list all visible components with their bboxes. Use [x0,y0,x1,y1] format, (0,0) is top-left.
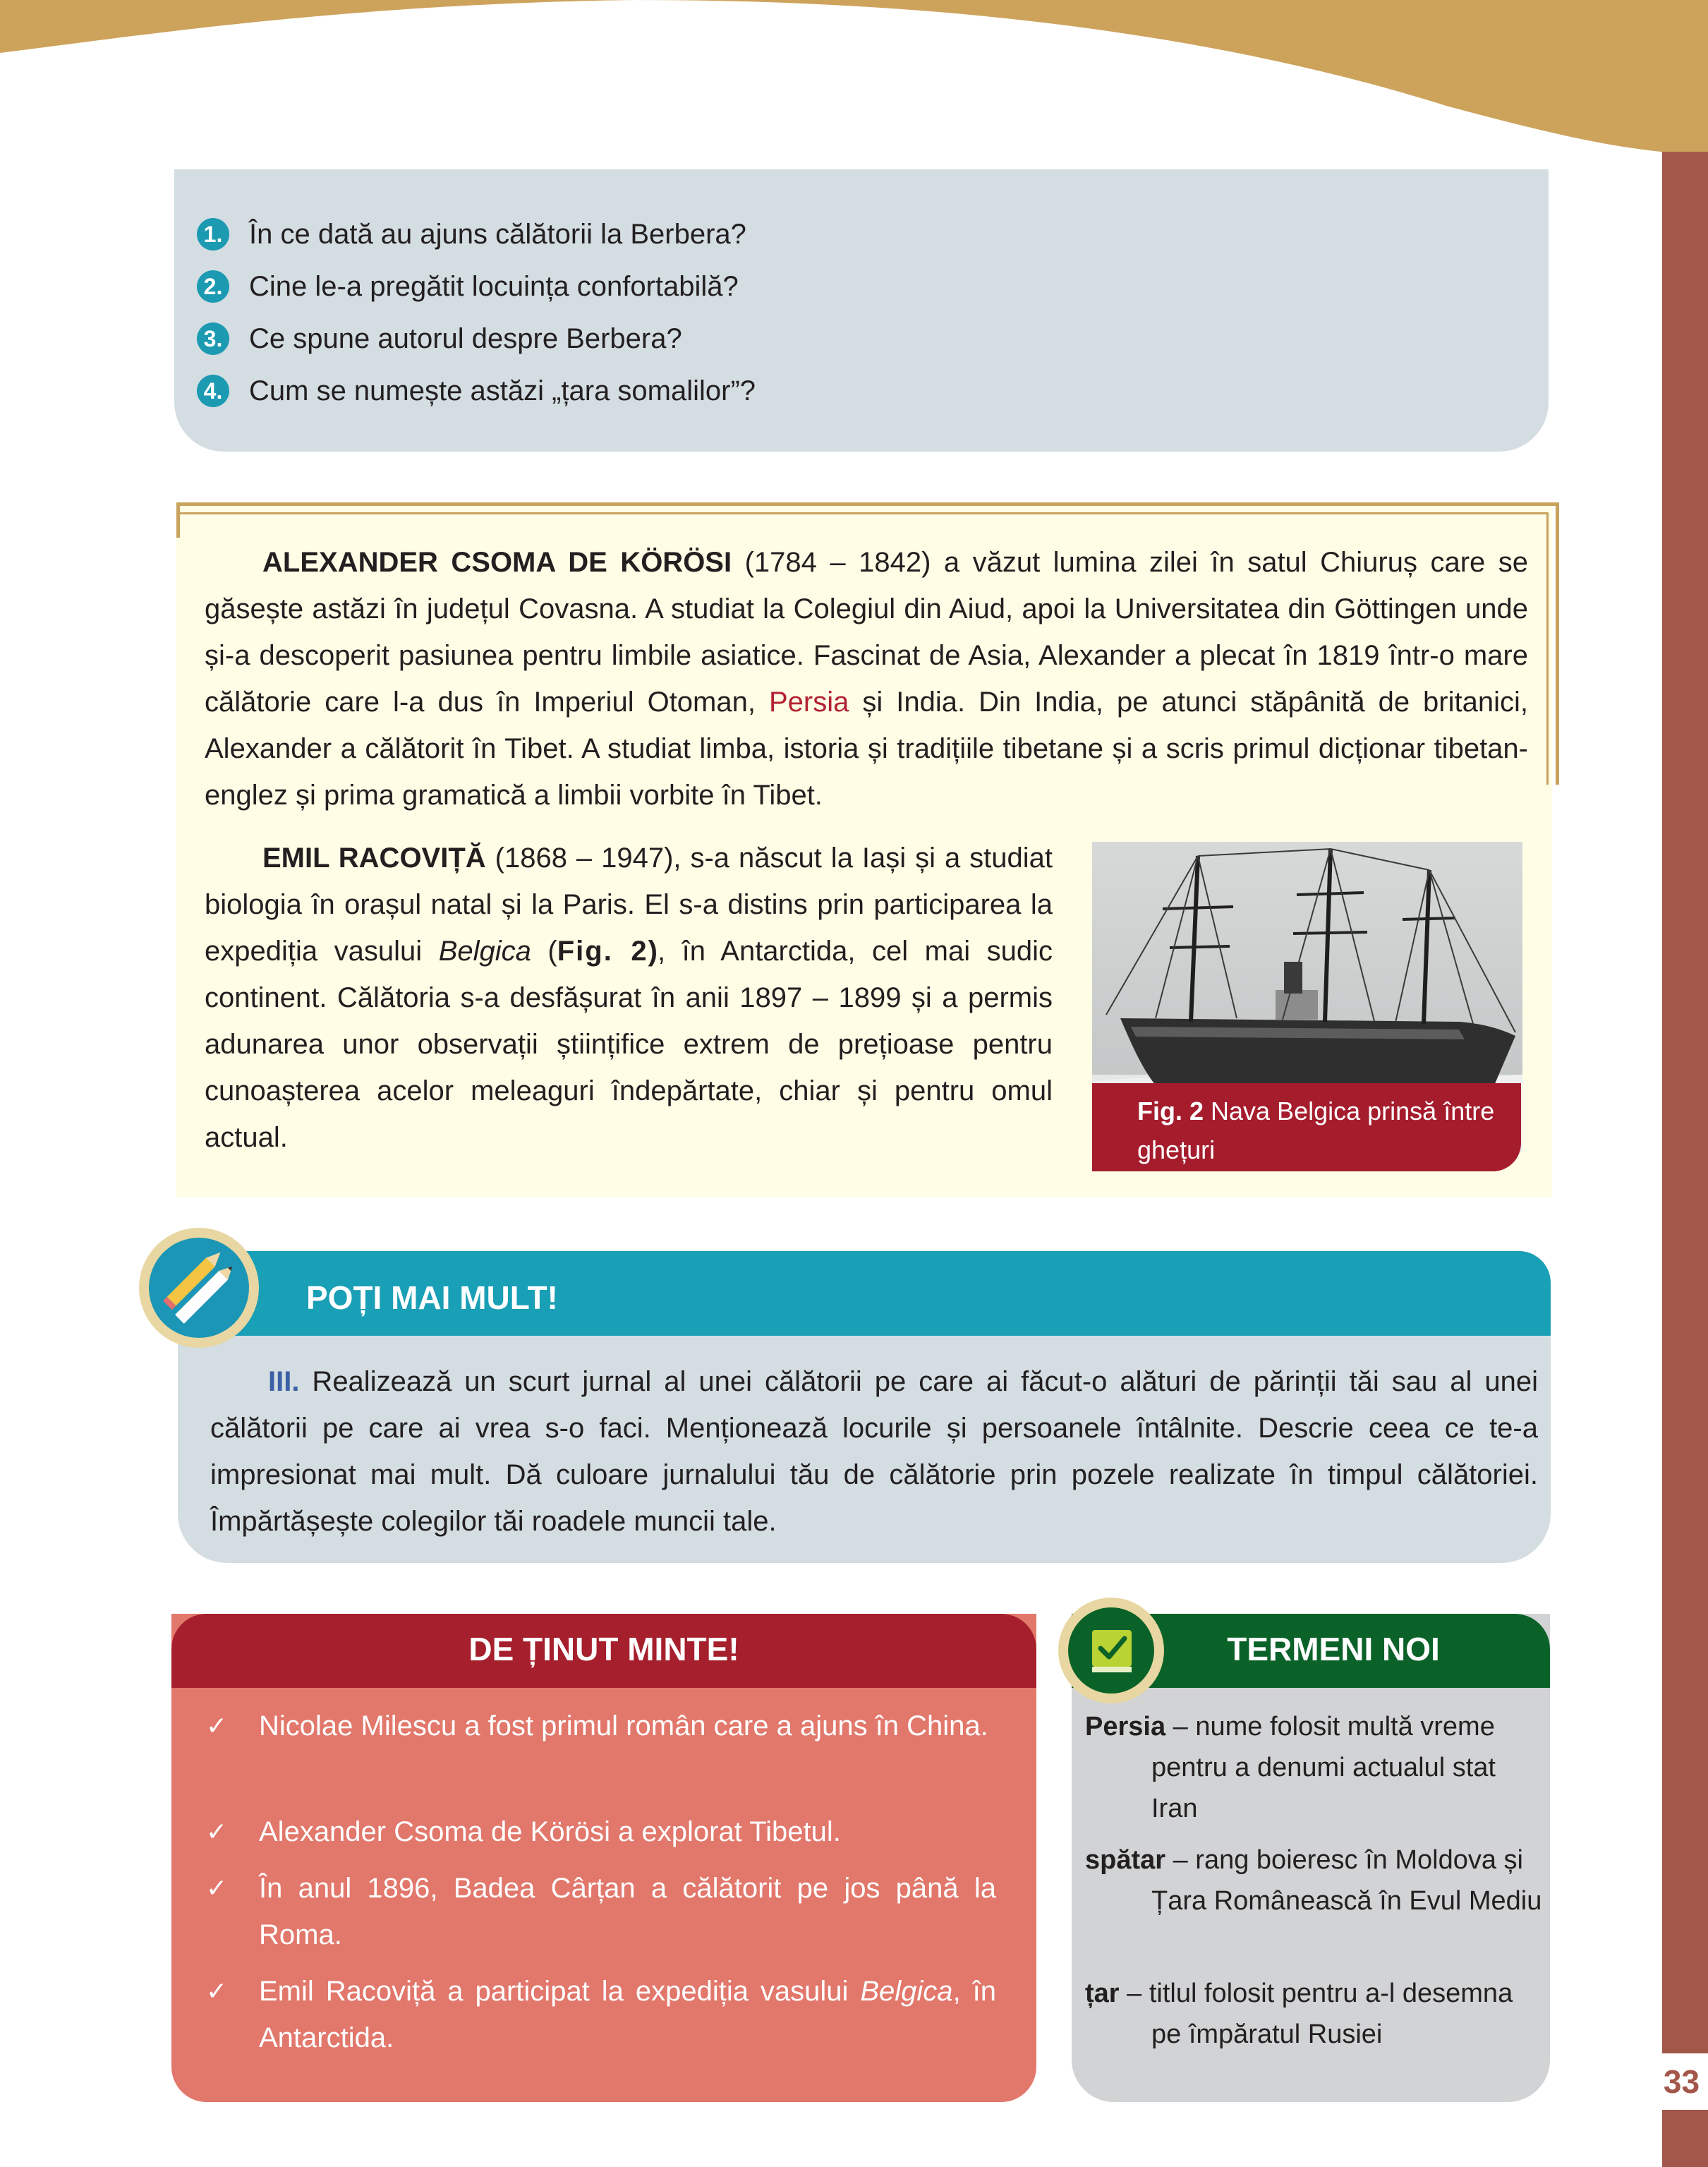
biography-paragraph-racovita [205,835,1053,1161]
question-number-badge: 1. [197,218,229,250]
glossary-term-link[interactable]: Persia [768,687,849,718]
question-text: În ce dată au ajuns călătorii la Berbera? [249,218,746,250]
glossary-definition: – rang boieresc în Moldova și Țara Românească în Evul Mediu [1151,1845,1542,1916]
top-decorative-wave [0,0,1708,169]
figure-reference: Fig. 2 [557,936,648,967]
person-name: EMIL RACOVIȚĂ [262,843,486,874]
page-number: 33 [1663,2063,1700,2100]
remember-item-part: , în Antarctida. [259,1976,996,2053]
remember-item [206,1703,996,1749]
check-icon: ✓ [206,1817,228,1846]
glossary-definition: – titlul folosit pentru a-l desemna pe împăratul Rusiei [1119,1979,1513,2049]
paragraph-text: (1784 – 1842) a văzut lumina zilei în satul Chiuruș care se găsește astăzi în județul Covasna. A studiat la Colegiul din Aiud, apoi la Universitatea din Göttingen unde și-a descoperit pasiunea pentru limbile asiatice. Fascinat de Asia, Alexander a plecat în 1819 într-o mare călătorie care l-a dus în Imperiul Otoman, [205,547,1529,718]
question-item [197,260,1549,313]
remember-title: DE ȚINUT MINTE! [468,1631,739,1667]
frame-line [176,512,1549,514]
remember-item [206,1968,996,2061]
glossary-title: TERMENI NOI [1227,1631,1440,1667]
remember-item [206,1865,996,1958]
remember-item-text: Nicolae Milescu a fost primul român care a ajuns în China. [259,1710,988,1742]
exercise-title: POȚI MAI MULT! [306,1279,558,1316]
paragraph-text: , în Antarctida, cel mai sudic continent. Călătoria s-a desfășurat în anii 1897 – 1899 și a permis adunarea unor observații științifice extrem de prețioase pentru cunoașterea acelor meleaguri îndepărtate, chiar și pentru omul actual. [205,936,1053,1153]
glossary-entry [1085,1840,1544,1921]
glossary-term: spătar [1085,1845,1166,1875]
frame-line [176,502,180,538]
ship-name: Belgica [438,936,531,967]
biography-paragraph-csoma [205,539,1528,819]
remember-item-text: În anul 1896, Badea Cârțan a călătorit pe jos până la Roma. [259,1873,996,1950]
question-item [197,313,1549,365]
frame-line [1556,502,1559,785]
glossary-definition: – nume folosit multă vreme pentru a denumi actualul stat Iran [1151,1712,1496,1823]
frame-line [176,502,1559,506]
check-icon: ✓ [206,1976,228,2005]
paragraph-text: (1868 – 1947), s-a născut la Iași și a studiat biologia în orașul natal și la Paris. El s-a distins prin participarea la expediția vasului [205,843,1053,967]
questions-box [174,169,1549,452]
remember-item-text [259,1968,996,2061]
question-text: Cine le-a pregătit locuința confortabilă? [249,270,739,302]
remember-item-text: Alexander Csoma de Körösi a explorat Tibetul. [259,1816,841,1847]
pencil-icon [149,1238,249,1338]
exercise-number: III. [268,1366,300,1397]
exercise-text [210,1358,1538,1545]
checked-book-icon [1068,1607,1154,1694]
glossary-entry [1085,1706,1544,1829]
side-color-bar [1662,152,1708,2167]
question-number-badge: 2. [197,270,229,303]
check-icon: ✓ [206,1873,228,1902]
question-text: Ce spune autorul despre Berbera? [249,322,682,354]
page-number-box [1655,2053,1708,2110]
paragraph-text: și India. Din India, pe atunci stăpânită de britanici, Alexander a călătorit în Tibet. A studiat limba, istoria și tradițiile tibetane și a scris primul dicționar tibetan-englez și prima gramatică a limbii vorbite în Tibet. [205,687,1529,811]
glossary-term: Persia [1085,1712,1166,1742]
question-item [197,365,1549,417]
figure-caption [1092,1083,1521,1171]
figure-ref-open: ( [531,936,557,967]
figure-label: Fig. 2 [1137,1097,1204,1125]
frame-line [1546,512,1549,785]
question-text: Cum se numește astăzi „țara somalilor”? [249,375,756,406]
question-item [197,208,1549,260]
question-number-badge: 3. [197,322,229,355]
exercise-body: Realizează un scurt jurnal al unei călătorii pe care ai făcut-o alături de părinții tăi sau al unei călătorii pe care ai vrea s-o faci. Menționează locurile și persoanele întâlnite. Descrie ceea ce te-a impresionat mai mult. Dă culoare jurnalului tău de călătorie prin pozele realizate în timpul călătoriei. Împărtășește colegilor tăi roadele muncii tale. [210,1366,1538,1537]
remember-item-part: Emil Racoviță a participat la expediția vasului [259,1976,861,2007]
check-icon: ✓ [206,1711,228,1740]
remember-item [206,1809,996,1855]
figure-caption-text: Nava Belgica prinsă între ghețuri [1137,1097,1495,1164]
ship-name: Belgica [860,1976,953,2007]
glossary-entry [1085,1973,1544,2055]
glossary-term: țar [1085,1979,1120,2008]
question-number-badge: 4. [197,375,229,407]
person-name: ALEXANDER CSOMA DE KÖRÖSI [262,547,732,578]
figure-ref-close: ) [648,936,658,967]
